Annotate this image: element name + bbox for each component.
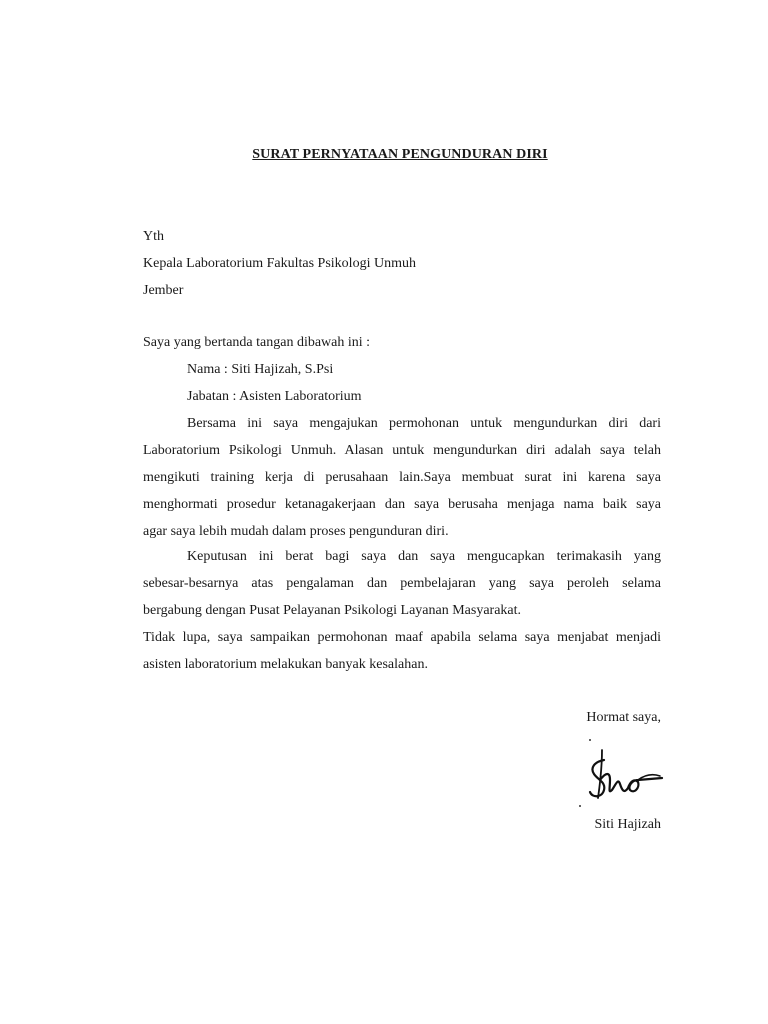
paragraph3-line-2: asisten laboratorium melakukan banyak kesalahan. xyxy=(143,657,428,672)
paragraph2-line-3: bergabung dengan Pusat Pelayanan Psikologi Layanan Masyarakat. xyxy=(143,603,522,618)
paragraph2-line-2: sebesar-besarnya atas pengalaman dan pembelajaran yang saya peroleh selama xyxy=(143,576,661,591)
paragraph1-line-4: menghormati prosedur ketanagakerjaan dan saya berusaha menjaga nama baik saya xyxy=(143,497,661,512)
address-line-3: Jember xyxy=(143,283,184,298)
name-line: Nama : Siti Hajizah, S.Psi xyxy=(187,362,334,377)
paragraph1-line-2: Laboratorium Psikologi Unmuh. Alasan untuk mengundurkan diri adalah saya telah xyxy=(143,443,661,458)
handwritten-signature xyxy=(576,738,666,808)
paragraph1-line-5: agar saya lebih mudah dalam proses pengunduran diri. xyxy=(143,524,449,539)
address-line-2: Kepala Laboratorium Fakultas Psikologi Unmuh xyxy=(143,256,416,271)
paragraph1-line-1: Bersama ini saya mengajukan permohonan untuk mengundurkan diri dari xyxy=(187,416,661,431)
closing-text: Hormat saya, xyxy=(586,710,661,725)
paragraph3-line-1: Tidak lupa, saya sampaikan permohonan maaf apabila selama saya menjabat menjadi xyxy=(143,630,661,645)
intro-text: Saya yang bertanda tangan dibawah ini : xyxy=(143,335,371,350)
letter-title: SURAT PERNYATAAN PENGUNDURAN DIRI xyxy=(252,147,548,162)
address-line-1: Yth xyxy=(143,229,164,244)
paragraph1-line-3: mengikuti training kerja di perusahaan lain.Saya membuat surat ini karena saya xyxy=(143,470,661,485)
paragraph2-line-1: Keputusan ini berat bagi saya dan saya mengucapkan terimakasih yang xyxy=(187,549,661,564)
position-line: Jabatan : Asisten Laboratorium xyxy=(187,389,362,404)
signer-name: Siti Hajizah xyxy=(594,817,661,832)
